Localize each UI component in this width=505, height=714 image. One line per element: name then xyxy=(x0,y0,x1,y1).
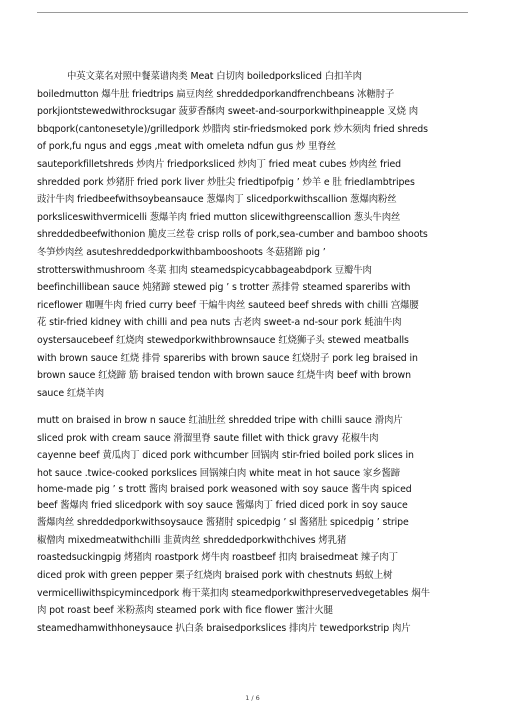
text-line: boiledmutton 爆牛肚 friedtrips 扁豆肉丝 shreddedporkandfrenchbeans 冰糖肘子 xyxy=(37,88,395,100)
text-line: of pork,fu ngus and eggs ,meat with omeleta ndfun gus 炒 里脊丝 xyxy=(37,141,336,153)
text-line: home-made pig ’ s trott 酱肉 braised pork weasoned with soy sauce 酱牛肉 spiced xyxy=(37,483,412,495)
text-line: sliced prok with cream sauce 滑溜里脊 saute fillet with thick gravy 花椒牛肉 xyxy=(37,432,379,444)
text-line: diced prok with green pepper 栗子红烧肉 braised pork with chestnuts 蚂蚁上树 xyxy=(37,570,393,582)
text-line: shreddedbeefwithonion 脆皮三丝卷 crisp rolls of pork,sea-cumber and bamboo shoots xyxy=(37,229,428,241)
text-line: mutt on braised in brow n sauce 红油肚丝 shredded tripe with chilli sauce 滑肉片 xyxy=(37,415,403,427)
text-line: 酱爆肉丝 shreddedporkwithsoysauce 酱猪肘 spicedpig ’ sl 酱猪肚 spicedpig ’ stripe xyxy=(37,517,409,529)
text-line: with brown sauce 红烧 排骨 spareribs with brown sauce 红烧肘子 pork leg braised in xyxy=(37,352,418,364)
text-line: roastedsuckingpig 烤猪肉 roastpork 烤牛肉 roastbeef 扣肉 braisedmeat 辣子肉丁 xyxy=(37,552,398,564)
text-line: riceflower 咖喱牛肉 fried curry beef 干煸牛肉丝 sauteed beef shreds with chilli 宫爆腰 xyxy=(37,299,419,311)
text-line: 肉 pot roast beef 米粉蒸肉 steamed pork with fice flower 蜜汁火腿 xyxy=(37,605,333,617)
text-line: beefinchillibean sauce 炖猪蹄 stewed pig ’ s trotter 蒸排骨 steamed spareribs with xyxy=(37,282,411,294)
text-line: 豉汁牛肉 friedbeefwithsoybeansauce 葱爆肉丁 slicedporkwithscallion 葱爆肉粉丝 xyxy=(37,194,397,206)
text-line: strotterswithmushroom 冬菜 扣肉 steamedspicycabbageabdpork 豆瓣牛肉 xyxy=(37,264,372,276)
menu-text-body xyxy=(37,68,468,637)
text-line: 花 stir-fried kidney with chilli and pea nuts 古老肉 sweet-a nd-sour pork 蚝油牛肉 xyxy=(37,317,402,329)
text-line: porksliceswithvermicelli 葱爆羊肉 fried mutton slicewithgreenscallion 葱头牛肉丝 xyxy=(37,211,401,223)
text-line: shredded pork 炒猪肝 fried pork liver 炒肚尖 friedtipofpig ’ 炒羊 e 肚 friedlambtripes xyxy=(37,176,415,188)
text-line: 椒僧肉 mixedmeatwithchilli 韭黄肉丝 shreddedporkwithchives 烤乳猪 xyxy=(37,534,347,546)
text-line: brown sauce 红烧蹄 筋 braised tendon with brown sauce 红烧牛肉 beef with brown xyxy=(37,370,411,382)
text-line: bbqpork(cantonesetyle)/grilledpork 炒腊肉 stir-friedsmoked pork 炒木须肉 fried shreds xyxy=(37,123,428,135)
text-line: 中英文菜名对照中餐菜谱肉类 Meat 白切肉 boiledporksliced 白扣羊肉 xyxy=(67,71,362,82)
text-line: sauteporkfilletshreds 炒肉片 friedporksliced 炒肉丁 fried meat cubes 炒肉丝 fried xyxy=(37,158,402,170)
text-line: steamedhamwithhoneysauce 扒白条 braisedporkslices 排肉片 tewedporkstrip 肉片 xyxy=(37,622,411,634)
text-line: porkjiontstewedwithrocksugar 菠萝香酥肉 sweet-and-sourporkwithpineapple 叉烧 肉 xyxy=(37,106,419,118)
text-line: 冬笋炒肉丝 asuteshreddedporkwithbambooshoots 冬菇猪蹄 pig ’ xyxy=(37,246,326,258)
text-line: hot sauce .twice-cooked porkslices 回锅辣白肉 white meat in hot sauce 家乡酱蹄 xyxy=(37,468,401,480)
top-rule xyxy=(37,12,468,13)
page-number: 1 / 6 xyxy=(245,694,260,702)
text-line: sauce 红烧羊肉 xyxy=(37,387,104,399)
text-line: cayenne beef 黄瓜肉丁 diced pork withcumber 回锅肉 stir-fried boiled pork slices in xyxy=(37,450,414,462)
text-line: beef 酱爆肉 fried slicedpork with soy sauce 酱爆肉丁 fried diced pork in soy sauce xyxy=(37,499,408,511)
text-line: vermicelliwithspicymincedpork 梅干菜扣肉 steamedporkwithpreservedvegetables 焖牛 xyxy=(37,587,430,599)
text-line: oystersaucebeef 红烧肉 stewedporkwithbrownsauce 红烧狮子头 stewed meatballs xyxy=(37,334,409,346)
